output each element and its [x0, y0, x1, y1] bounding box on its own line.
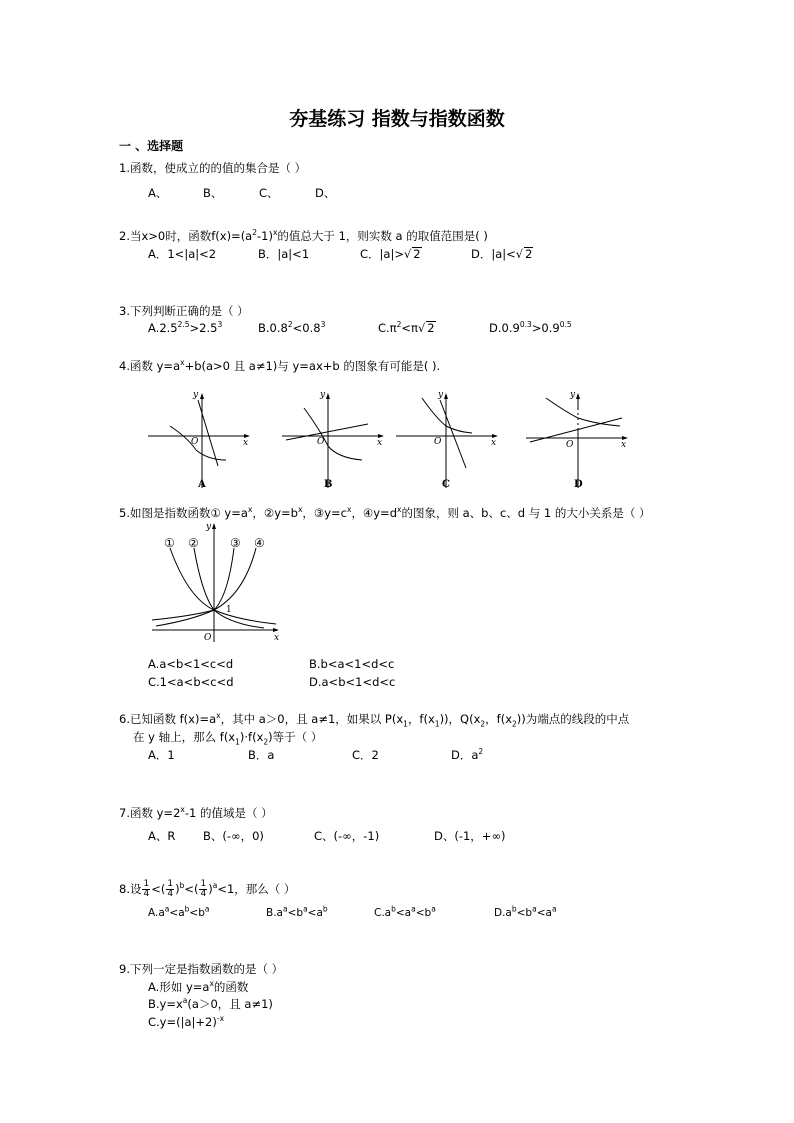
axis-y-label: y	[320, 390, 326, 400]
axis-y-label: y	[438, 390, 444, 400]
q2-option-c: C．|a|>√ 2	[360, 247, 421, 261]
q9-stem: 9.下列一定是指数函数的是（ ）	[119, 962, 284, 976]
q4-graph-b	[282, 390, 392, 490]
q2-option-a: A．1<|a|<2	[148, 247, 217, 261]
q8-option-d: $D.a^b<b^a<a^a$	[494, 904, 557, 919]
q5-exponential-graph	[148, 520, 284, 644]
fraction: $\frac{1}{4}$	[167, 879, 174, 899]
q8-stem: 8.设 $\frac{1}{4}$ <( $\frac{1}{4}$ )$^b$<( $\frac{1}{4}$ )$^a$<1，那么（ ）	[119, 879, 296, 899]
q7-option-c: C、(-∞，-1)	[314, 829, 380, 843]
graph-label-a: A	[198, 479, 206, 490]
q4-graph-a	[148, 390, 258, 490]
axis-x-label: x	[243, 438, 249, 448]
curve-label-3: ③	[230, 536, 241, 550]
q5-option-b: B.b<a<1<d<c	[309, 657, 395, 671]
q1-option-a: A、	[148, 186, 168, 200]
axis-y-label: y	[206, 522, 212, 532]
q3-option-d: $D.0.9^{0.3}>0.9^{0.5}$	[489, 320, 572, 335]
page-title: 夯基练习 指数与指数函数	[289, 108, 505, 130]
axis-y-label: y	[193, 390, 199, 400]
q9-option-b: $B.y=x^a(a>0$，且 a≠1)	[148, 996, 273, 1011]
q2-option-b: B．|a|<1	[258, 247, 310, 261]
q6-option-b: B．a	[248, 748, 275, 762]
q2-stem: 2.当x>0时，函数$f(x)=(a^2-1)^x$的值总大于 1，则实数 a 的取值范围是( )	[119, 228, 488, 243]
origin-label: O	[204, 633, 212, 643]
curve-label-1: ①	[164, 536, 175, 550]
q7-option-a: A、R	[148, 829, 176, 843]
curve-label-4: ④	[254, 536, 265, 550]
q1-option-c: C、	[259, 186, 279, 200]
q5-option-a: A.a<b<1<c<d	[148, 657, 234, 671]
origin-label: O	[566, 440, 574, 450]
q5-option-d: D.a<b<1<d<c	[309, 675, 396, 689]
q6-stem-line2: 在 y 轴上，那么 $f(x_1)\cdot f(x_2)$等于（ ）	[133, 730, 323, 747]
fraction: $\frac{1}{4}$	[143, 879, 150, 899]
sqrt-sign: √	[515, 247, 524, 261]
q5-stem: 5.如图是指数函数① $y=a^x$，$②y=b^x$，$③y=c^x$，$④y=d^x$的图象，则 a、b、c、d 与 1 的大小关系是（ ）	[119, 505, 651, 520]
axis-x-label: x	[377, 438, 383, 448]
q8-option-a: $A.a^a<a^b<b^a$	[148, 904, 210, 919]
origin-label: O	[317, 437, 325, 447]
q7-option-b: B、(-∞，0)	[203, 829, 264, 843]
origin-label: O	[191, 437, 199, 447]
origin-label: O	[434, 437, 442, 447]
q1-option-d: D、	[315, 186, 336, 200]
q1-option-b: B、	[203, 186, 223, 200]
q5-option-c: C.1<a<b<c<d	[148, 675, 234, 689]
q2-option-d: D．|a|<√ 2	[471, 247, 533, 261]
axis-x-label: x	[491, 438, 497, 448]
q1-stem: 1.函数，使成立的的值的集合是（ ）	[119, 161, 307, 175]
q7-option-d: D、(-1，+∞)	[434, 829, 506, 843]
fraction: $\frac{1}{4}$	[200, 879, 207, 899]
section-heading: 一 、选择题	[119, 139, 184, 153]
q8-option-b: $B.a^a<b^a<a^b$	[266, 904, 328, 919]
axis-y-label: y	[570, 390, 576, 400]
q8-option-c: $C.a^b<a^a<b^a$	[374, 904, 436, 919]
sqrt-sign: √	[403, 247, 412, 261]
q4-graph-d	[526, 390, 636, 490]
q3-option-c: $C.\pi^2<\pi√$ 2	[378, 320, 435, 335]
q4-graph-c	[396, 390, 506, 490]
q9-option-c: $C.y=(|a|+2)^{-x}$	[148, 1014, 225, 1029]
q4-stem: 4.函数 $y=a^x+b(a>0$ 且 a≠1)与 y=ax+b 的图象有可能是( ).	[119, 358, 441, 373]
q6-option-d: D．$a^2$	[451, 747, 484, 762]
axis-x-label: x	[621, 440, 627, 450]
q6-option-a: A．1	[148, 748, 175, 762]
axis-x-label: x	[274, 633, 280, 643]
q6-stem-line1: 6.已知函数 $f(x)=a^x$，其中 a＞0，且 a≠1，如果以 $P(x_1$，$f(x_1)$)，$Q(x_2$，$f(x_2)$)为端点的线段的中点	[119, 711, 630, 729]
q3-option-b: $B.0.8^2<0.8^3$	[258, 320, 326, 335]
q7-stem: 7.函数 $y=2^x-1$ 的值域是（ ）	[119, 805, 273, 820]
graph-label-c: C	[442, 479, 450, 490]
curve-label-2: ②	[188, 536, 199, 550]
graph-label-b: B	[324, 479, 333, 490]
point-label: 1	[226, 605, 232, 615]
q9-option-a: A.形如 $y=a^x$的函数	[148, 979, 249, 994]
q6-option-c: C．2	[352, 748, 379, 762]
q3-option-a: $A.2.5^{2.5}>2.5^3$	[148, 320, 223, 335]
q3-stem: 3.下列判断正确的是（ ）	[119, 304, 249, 318]
sqrt-sign: √	[417, 321, 426, 335]
graph-label-d: D	[574, 479, 583, 490]
